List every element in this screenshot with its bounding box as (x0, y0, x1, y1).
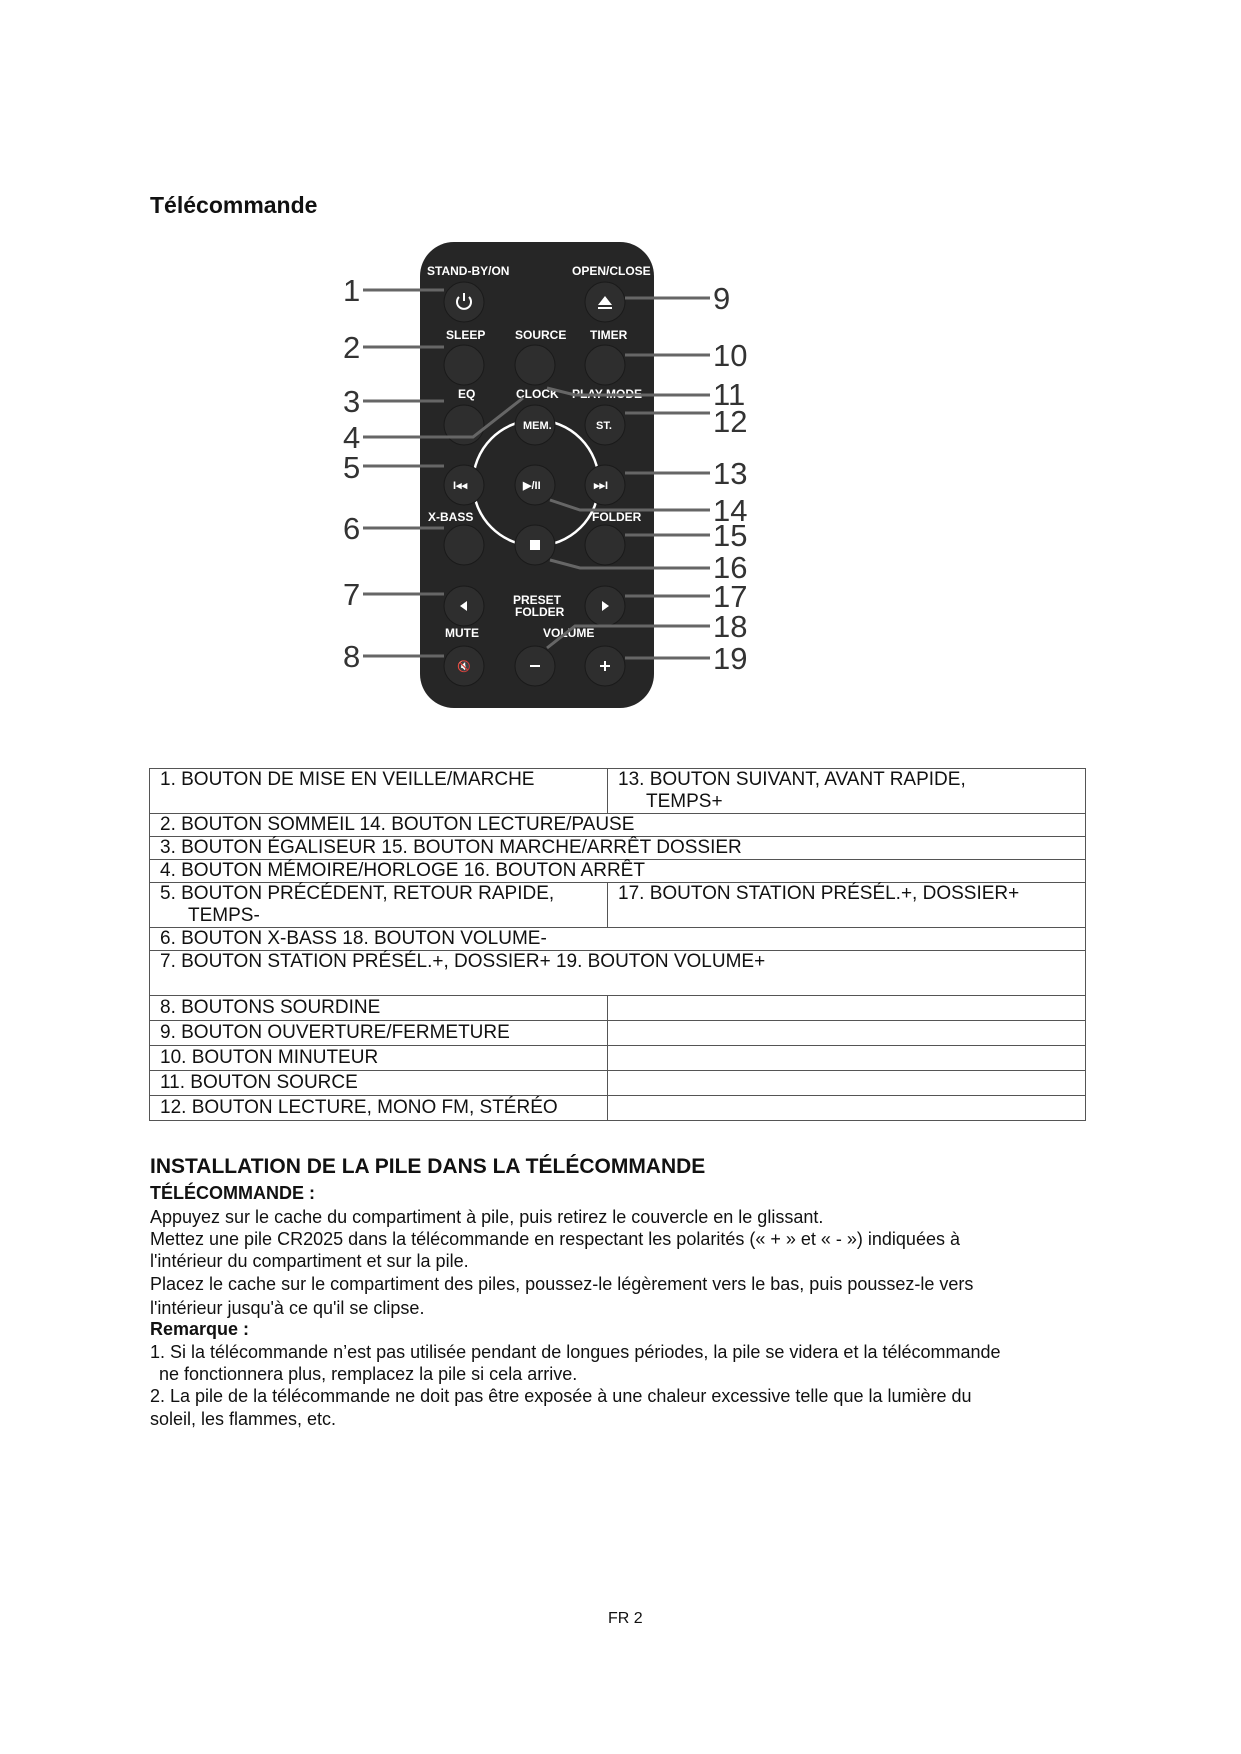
label-eq: EQ (458, 387, 476, 401)
paragraph-2-line-2: l'intérieur du compartiment et sur la pile. (150, 1251, 469, 1271)
label-preset: PRESET (513, 593, 562, 607)
mem-icon: MEM. (523, 420, 552, 432)
table-cell: 8. BOUTONS SOURDINE (160, 997, 381, 1018)
table-cell: 13. BOUTON SUIVANT, AVANT RAPIDE, (618, 769, 966, 790)
table-cell: 1. BOUTON DE MISE EN VEILLE/MARCHE (160, 769, 535, 790)
note-2-line-1: 2. La pile de la télécommande ne doit pas être exposée à une chaleur excessive telle que la lumière du (150, 1386, 972, 1406)
table-row (150, 1096, 1086, 1121)
label-xbass: X-BASS (428, 510, 474, 524)
folder-button[interactable] (585, 525, 625, 565)
label-timer: TIMER (590, 328, 628, 342)
label-volume: VOLUME (543, 626, 595, 640)
play-pause-icon: ▶/II (523, 480, 541, 492)
label-mute: MUTE (445, 626, 479, 640)
table-cell: 2. BOUTON SOMMEIL 14. BOUTON LECTURE/PAUSE (160, 814, 635, 835)
label-sleep: SLEEP (446, 328, 486, 342)
callout-5: 5 (343, 450, 361, 485)
table-row (150, 951, 1086, 996)
callout-4: 4 (343, 420, 361, 455)
callout-17: 17 (713, 579, 748, 614)
callout-12: 12 (713, 404, 748, 439)
standby-button[interactable] (444, 282, 484, 322)
eq-button[interactable] (444, 405, 484, 445)
sleep-button[interactable] (444, 345, 484, 385)
timer-button[interactable] (585, 345, 625, 385)
table-row (150, 1046, 1086, 1071)
table-cell-wrap: TEMPS+ (646, 791, 723, 812)
st-icon: ST. (596, 420, 612, 432)
callout-1: 1 (343, 273, 361, 308)
callout-14: 14 (713, 493, 748, 528)
table-cell: 10. BOUTON MINUTEUR (160, 1047, 379, 1068)
callout-13: 13 (713, 456, 748, 491)
button-legend-table (149, 768, 1086, 1121)
note-1-line-1: 1. Si la télécommande n’est pas utilisée pendant de longues périodes, la pile se videra et la télécommande (150, 1342, 1001, 1362)
callout-9: 9 (713, 281, 731, 316)
label-source: SOURCE (515, 328, 567, 342)
label-folder: FOLDER (592, 510, 642, 524)
table-row (150, 837, 1086, 860)
table-cell-wrap: TEMPS- (188, 905, 260, 926)
previous-icon: I◂◂ (453, 480, 468, 492)
label-preset-folder: FOLDER (515, 605, 565, 619)
table-row (150, 860, 1086, 883)
callout-16: 16 (713, 550, 748, 585)
table-cell: 9. BOUTON OUVERTURE/FERMETURE (160, 1022, 510, 1043)
table-cell: 7. BOUTON STATION PRÉSÉL.+, DOSSIER+ 19. BOUTON VOLUME+ (160, 951, 766, 972)
callout-2: 2 (343, 330, 361, 365)
table-cell: 4. BOUTON MÉMOIRE/HORLOGE 16. BOUTON ARRÊT (160, 860, 645, 881)
mute-icon: 🔇 (457, 661, 471, 673)
table-row (150, 814, 1086, 837)
table-cell: 6. BOUTON X-BASS 18. BOUTON VOLUME- (160, 928, 547, 949)
table-cell: 12. BOUTON LECTURE, MONO FM, STÉRÉO (160, 1097, 558, 1118)
callout-15: 15 (713, 518, 748, 553)
label-play-mode: PLAY MODE (572, 387, 643, 401)
paragraph-1: Appuyez sur le cache du compartiment à pile, puis retirez le couvercle en le glissant. (150, 1207, 824, 1227)
table-row (150, 996, 1086, 1021)
table-row (150, 1021, 1086, 1046)
callout-11: 11 (713, 377, 746, 412)
paragraph-3-line-2: l'intérieur jusqu'à ce qu'il se clipse. (150, 1298, 425, 1318)
callout-18: 18 (713, 609, 748, 644)
remote-subheading: TÉLÉCOMMANDE : (150, 1183, 315, 1203)
page-number: FR 2 (608, 1610, 643, 1627)
callout-3: 3 (343, 384, 361, 419)
table-row (150, 883, 1086, 928)
stop-icon (530, 540, 540, 550)
callout-8: 8 (343, 639, 361, 674)
table-cell: 5. BOUTON PRÉCÉDENT, RETOUR RAPIDE, (160, 883, 555, 904)
label-standby: STAND-BY/ON (427, 264, 510, 278)
table-row (150, 769, 1086, 814)
callout-7: 7 (343, 577, 361, 612)
page-title: Télécommande (150, 192, 318, 218)
table-cell: 17. BOUTON STATION PRÉSÉL.+, DOSSIER+ (618, 883, 1020, 904)
note-1-line-2: ne fonctionnera plus, remplacez la pile si cela arrive. (159, 1364, 578, 1384)
xbass-button[interactable] (444, 525, 484, 565)
label-open-close: OPEN/CLOSE (572, 264, 651, 278)
table-row (150, 1071, 1086, 1096)
table-cell: 11. BOUTON SOURCE (160, 1072, 358, 1093)
callout-6: 6 (343, 511, 361, 546)
table-row (150, 928, 1086, 951)
label-clock: CLOCK (516, 387, 559, 401)
remark-title: Remarque : (150, 1319, 250, 1339)
remote-control-diagram (335, 238, 755, 718)
paragraph-2-line-1: Mettez une pile CR2025 dans la télécommande en respectant les polarités (« + » et « - ») indiquées à (150, 1229, 960, 1249)
source-button[interactable] (515, 345, 555, 385)
next-icon: ▸▸I (594, 480, 609, 492)
callout-10: 10 (713, 338, 748, 373)
minus-icon (530, 665, 540, 667)
note-2-line-2: soleil, les flammes, etc. (150, 1409, 337, 1429)
callout-19: 19 (713, 641, 748, 676)
paragraph-3-line-1: Placez le cache sur le compartiment des piles, poussez-le légèrement vers le bas, puis poussez-le vers (150, 1274, 974, 1294)
install-heading: INSTALLATION DE LA PILE DANS LA TÉLÉCOMMANDE (150, 1155, 706, 1178)
table-cell: 3. BOUTON ÉGALISEUR 15. BOUTON MARCHE/ARRÊT DOSSIER (160, 837, 742, 858)
